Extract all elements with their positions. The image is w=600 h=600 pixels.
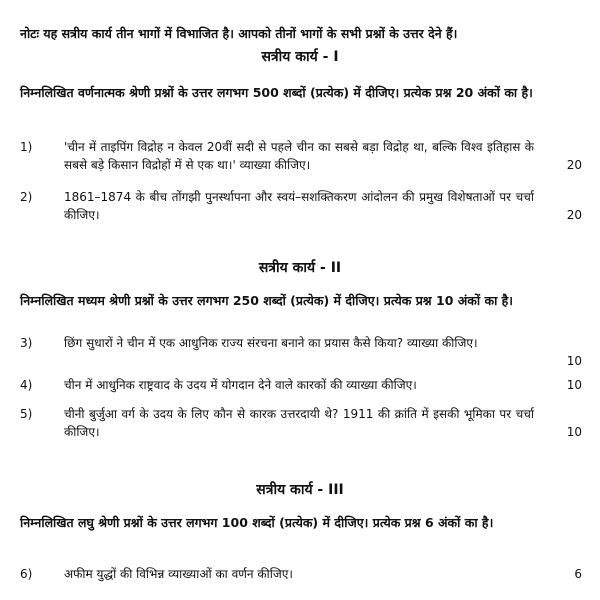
question-number: 4) xyxy=(20,378,33,392)
question-number: 2) xyxy=(20,190,33,204)
question-marks: 20 xyxy=(566,158,582,172)
question-number: 1) xyxy=(20,140,33,154)
section-intro-1: निम्नलिखित वर्णनात्मक श्रेणी प्रश्नों के उत्तर लगभग 500 शब्दों (प्रत्येक) में दीजिए। प्रत्येक प्रश्न 20 अंकों का है। xyxy=(20,85,533,100)
question-text: 'चीन में ताइपिंग विद्रोह न केवल 20वीं सदी से पहले चीन का सबसे बड़ा विद्रोह था, बल्कि विश्व इतिहास के सबसे बड़े किसान विद्रोहों में से एक था।' व्याख्या कीजिए। xyxy=(64,140,534,172)
question-text: छिंग सुधारों ने चीन में एक आधुनिक राज्य संरचना बनाने का प्रयास कैसे किया? व्याख्या कीजिए। xyxy=(64,336,478,350)
question-marks: 6 xyxy=(574,567,582,581)
section-heading-2: सत्रीय कार्य - II xyxy=(258,260,342,276)
question-text: चीन में आधुनिक राष्ट्रवाद के उदय में योगदान देने वाले कारकों की व्याख्या कीजिए। xyxy=(64,378,417,392)
question-marks: 10 xyxy=(566,425,582,439)
section-intro-3: निम्नलिखित लघु श्रेणी प्रश्नों के उत्तर लगभग 100 शब्दों (प्रत्येक) में दीजिए। प्रत्येक प्रश्न 6 अंकों का है। xyxy=(20,515,494,530)
question-number: 6) xyxy=(20,567,33,581)
question-marks: 10 xyxy=(566,378,582,392)
question-number: 5) xyxy=(20,407,33,421)
question-text: 1861–1874 के बीच तोंगझी पुनर्स्थापना और स्वयं–सशक्तिकरण आंदोलन की प्रमुख विशेषताओं पर चर्चा कीजिए। xyxy=(64,190,534,222)
question-marks: 10 xyxy=(566,354,582,368)
section-heading-1: सत्रीय कार्य - I xyxy=(261,49,339,65)
section-heading-3: सत्रीय कार्य - III xyxy=(256,482,344,498)
note-text: नोटः यह सत्रीय कार्य तीन भागों में विभाजित है। आपको तीनों भागों के सभी प्रश्नों के उत्तर देने हैं। xyxy=(20,26,458,41)
question-text: चीनी बुर्जुआ वर्ग के उदय के लिए कौन से कारक उत्तरदायी थे? 1911 की क्रांति में इसकी भूमिका पर चर्चा कीजिए। xyxy=(64,407,534,439)
question-marks: 20 xyxy=(566,208,582,222)
question-text: अफीम युद्धों की विभिन्न व्याख्याओं का वर्णन कीजिए। xyxy=(64,567,293,581)
section-intro-2: निम्नलिखित मध्यम श्रेणी प्रश्नों के उत्तर लगभग 250 शब्दों (प्रत्येक) में दीजिए। प्रत्येक प्रश्न 10 अंकों का है। xyxy=(20,293,514,308)
question-number: 3) xyxy=(20,336,33,350)
